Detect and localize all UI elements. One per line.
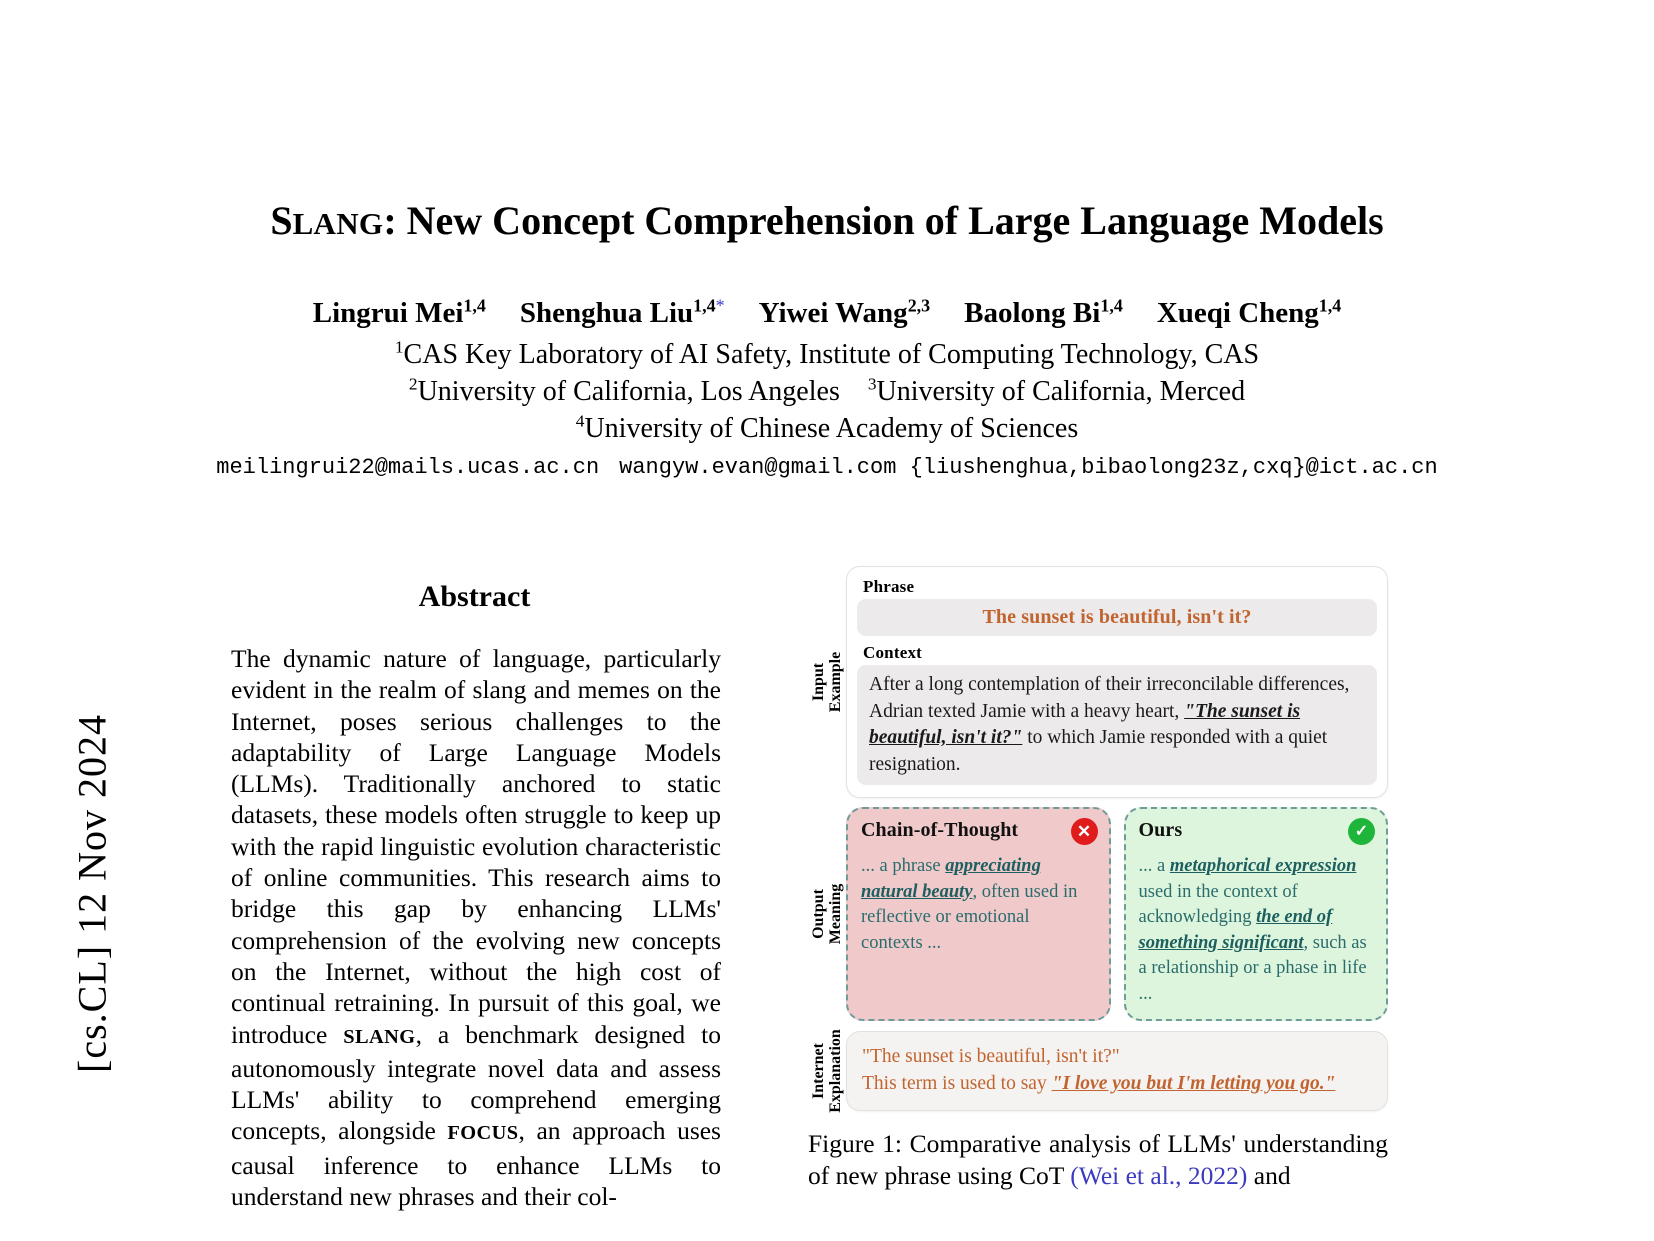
- author-4-name: Baolong Bi: [964, 297, 1101, 329]
- cot-highlight-1: appreciating natural beauty: [861, 856, 1041, 902]
- arxiv-sidebar-stamp: [cs.CL] 12 Nov 2024: [69, 714, 115, 1073]
- abstract-text-part2: , a benchmark designed to autonomously integrate novel data and assess LLMs' ability to comprehend emerging concepts, alongside: [231, 1019, 721, 1146]
- context-box: [857, 665, 1377, 785]
- abstract-term-focus: FOCUS: [447, 1122, 519, 1145]
- ours-text: [1139, 854, 1374, 1007]
- chain-of-thought-card: [846, 807, 1111, 1021]
- figure-1: [808, 566, 1388, 1111]
- caption-pre: Figure 1: Comparative analysis of LLMs' understanding of new phrase using CoT: [808, 1129, 1388, 1190]
- affiliation-2-sup: 2: [408, 374, 418, 394]
- row-label-input-example: [808, 566, 846, 798]
- ours-text-1: ... a: [1138, 856, 1170, 876]
- phrase-label: Phrase: [863, 577, 915, 596]
- context-highlight: "The sunset is beautiful, isn't it?": [869, 700, 1301, 748]
- ours-text-2: used in the context of acknowledging: [1138, 881, 1298, 927]
- abstract-text-part1: The dynamic nature of language, particularly evident in the realm of slang and memes on the Internet, poses serious challenges to the adaptability of Large Language Models (LLMs). Traditionally anchored to static datasets, these models often struggle to keep up with the rapid linguistic evolution characteristic of online communities. This research aims to bridge this gap by enhancing LLMs' comprehension of the evolving new concepts on the Internet, without the high cost of continual retraining. In pursuit of this goal, we introduce: [231, 644, 721, 1049]
- abstract-body: [231, 643, 721, 1212]
- author-1: [313, 297, 486, 329]
- author-5-sup: 1,4: [1318, 295, 1342, 316]
- row-label-output-meaning: [808, 807, 846, 1021]
- author-1-name: Lingrui Mei: [312, 297, 464, 329]
- title-rest: : New Concept Comprehension of Large Language Models: [383, 198, 1384, 243]
- context-text: [869, 672, 1365, 778]
- author-3-name: Yiwei Wang: [758, 297, 908, 329]
- author-1-sup: 1,4: [463, 295, 486, 316]
- corresponding-author-marker: *: [715, 295, 725, 316]
- affiliation-4: [0, 413, 1654, 445]
- ours-highlight-2: the end of something significant: [1138, 907, 1333, 953]
- row-label-internet-explanation-text: Internet Explanation: [810, 1029, 844, 1113]
- author-3-sup: 2,3: [907, 295, 931, 316]
- abstract-heading: Abstract: [418, 580, 531, 613]
- internet-line-2-pre: This term is used to say: [862, 1073, 1052, 1094]
- caption-citation[interactable]: (Wei et al., 2022): [1070, 1160, 1248, 1190]
- email-1[interactable]: meilingrui22@mails.ucas.ac.cn: [216, 455, 600, 480]
- email-2[interactable]: wangyw.evan@gmail.com: [619, 455, 897, 480]
- author-4-sup: 1,4: [1100, 295, 1123, 316]
- affiliation-2: [0, 376, 1654, 408]
- affiliation-1-text: CAS Key Laboratory of AI Safety, Institute of Computing Technology, CAS: [403, 339, 1260, 370]
- affiliation-4-sup: 4: [575, 411, 585, 431]
- email-3[interactable]: {liushenghua,bibaolong23z,cxq}@ict.ac.cn: [909, 455, 1438, 480]
- row-label-input-example-text: Input Example: [810, 651, 845, 713]
- affiliation-1: [0, 339, 1654, 371]
- affiliation-1-sup: 1: [394, 337, 404, 357]
- ours-text-3: , such as a relationship or a phase in life ...: [1138, 932, 1367, 1004]
- cot-text-2: , often used in reflective or emotional contexts ...: [861, 881, 1078, 953]
- author-2: [520, 297, 725, 329]
- author-3: [759, 297, 931, 329]
- author-2-name: Shenghua Liu: [519, 297, 694, 329]
- context-label: Context: [863, 643, 922, 662]
- abstract-text-part3: , an approach uses causal inference to enhance LLMs to understand new phrases and their col-: [231, 1116, 721, 1212]
- chain-of-thought-title: Chain-of-Thought: [861, 819, 1019, 841]
- cot-text-1: ... a phrase: [861, 856, 946, 876]
- affiliation-3-sup: 3: [867, 374, 877, 394]
- affiliation-3-text: University of California, Merced: [876, 376, 1246, 407]
- abstract-term-slang: SLANG: [343, 1025, 416, 1048]
- affiliation-4-text: University of Chinese Academy of Sciences: [584, 413, 1079, 444]
- context-post: to which Jamie responded with a quiet resignation.: [869, 727, 1328, 775]
- input-example-card: [846, 566, 1388, 798]
- row-label-output-meaning-text: Output Meaning: [810, 883, 845, 945]
- internet-line-2-highlight: "I love you but I'm letting you go.": [1051, 1073, 1336, 1094]
- author-5-name: Xueqi Cheng: [1156, 297, 1319, 329]
- ours-highlight-1: metaphorical expression: [1169, 856, 1357, 876]
- phrase-box: [857, 599, 1377, 636]
- internet-explanation-card: [846, 1031, 1388, 1111]
- figure-row-input: [808, 566, 1388, 798]
- figure-row-internet: [808, 1031, 1388, 1111]
- output-cards: [846, 807, 1388, 1021]
- row-label-internet-explanation: [808, 1031, 846, 1111]
- author-2-sup: 1,4*: [693, 295, 725, 316]
- figure-row-output: [808, 807, 1388, 1021]
- caption-post: and: [1247, 1160, 1291, 1190]
- author-5: [1157, 297, 1341, 329]
- affiliation-2-text: University of California, Los Angeles: [417, 376, 840, 407]
- title-lead-rest: LANG: [292, 206, 384, 241]
- chain-of-thought-text: [861, 854, 1096, 956]
- internet-line-1: "The sunset is beautiful, isn't it?": [862, 1046, 1120, 1067]
- ours-title: Ours: [1138, 819, 1183, 841]
- error-badge-icon: ✕: [1071, 818, 1098, 845]
- figure-caption: [808, 1128, 1388, 1191]
- author-4: [964, 297, 1123, 329]
- email-line: [0, 455, 1654, 480]
- ours-card: [1124, 807, 1389, 1021]
- title-lead-cap: S: [270, 198, 293, 243]
- success-badge-icon: ✓: [1348, 818, 1375, 845]
- internet-line-2: [862, 1070, 1372, 1097]
- phrase-text: The sunset is beautiful, isn't it?: [982, 606, 1252, 628]
- context-pre: After a long contemplation of their irreconcilable differences, Adrian texted Jamie with a heavy heart,: [869, 674, 1350, 722]
- page-title: [0, 198, 1654, 244]
- author-list: [0, 297, 1654, 330]
